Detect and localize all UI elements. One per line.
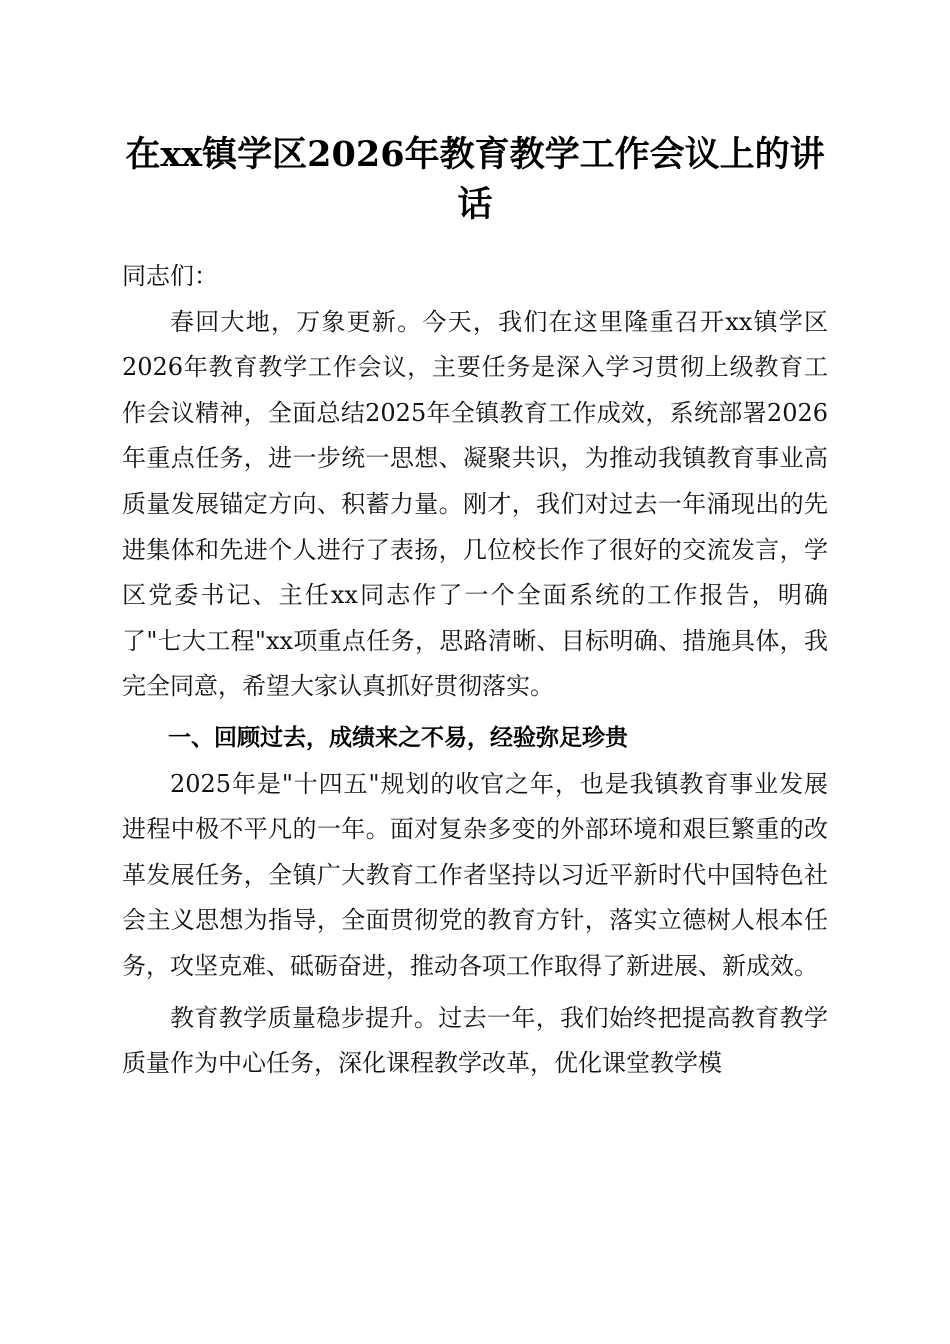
section1-paragraph-2: 教育教学质量稳步提升。过去一年，我们始终把提高教育教学质量作为中心任务，深化课程教学改革，优化课堂教学模 <box>122 1003 828 1078</box>
document-title: 在xx镇学区2026年教育教学工作会议上的讲话 <box>125 134 825 225</box>
section-heading-1: 一、回顾过去，成绩来之不易，经验弥足珍贵 <box>168 724 628 751</box>
opening-paragraph: 春回大地，万象更新。今天，我们在这里隆重召开xx镇学区2026年教育教学工作会议，主要任务是深入学习贯彻上级教育工作会议精神，全面总结2025年全镇教育工作成效，系统部署2026年重点任务，进一步统一思想、凝聚共识，为推动我镇教育事业高质量发展锚定方向、积蓄力量。刚才，我们对过去一年涌现出的先进集体和先进个人进行了表扬，几位校长作了很好的交流发言，学区党委书记、主任xx同志作了一个全面系统的工作报告，明确了"七大工程"xx项重点任务，思路清晰、目标明确、措施具体，我完全同意，希望大家认真抓好贯彻落实。 <box>122 307 828 701</box>
document-body <box>122 254 828 1087</box>
section1-paragraph-1: 2025年是"十四五"规划的收官之年，也是我镇教育事业发展进程中极不平凡的一年。面对复杂多变的外部环境和艰巨繁重的改革发展任务，全镇广大教育工作者坚持以习近平新时代中国特色社会主义思想为指导，全面贯彻党的教育方针，落实立德树人根本任务，攻坚克难、砥砺奋进，推动各项工作取得了新进展、新成效。 <box>122 769 828 980</box>
salutation: 同志们： <box>122 262 218 290</box>
